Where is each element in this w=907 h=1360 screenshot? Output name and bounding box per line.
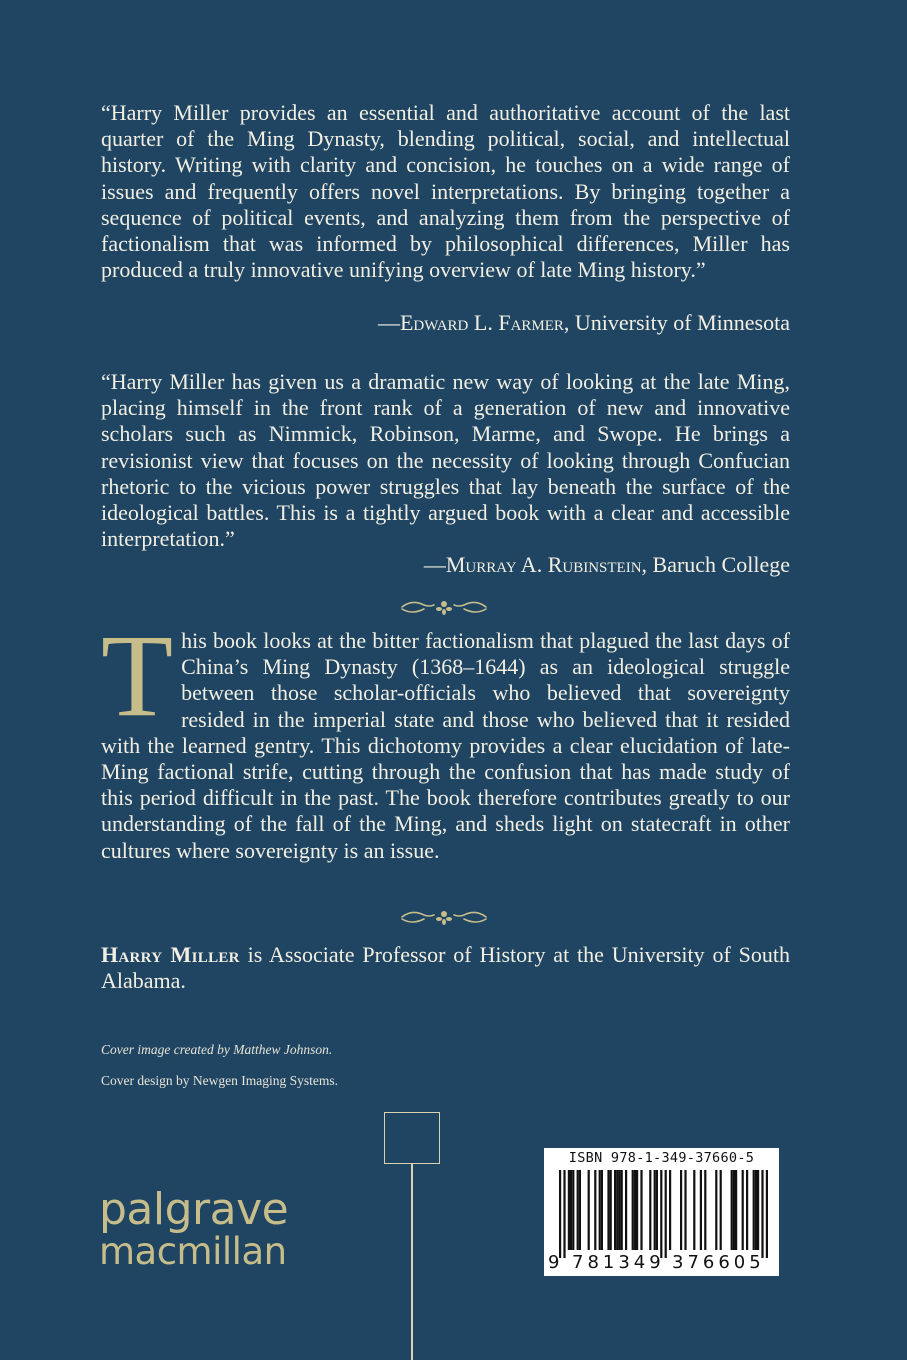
reviewer-affiliation-2: , Baruch College [641, 552, 790, 577]
barcode-bar [563, 1170, 565, 1258]
barcode-bar [572, 1170, 574, 1250]
barcode-bar [610, 1170, 612, 1250]
barcode-bar [577, 1170, 579, 1250]
barcode-bar [733, 1170, 735, 1250]
publisher-logo-macmillan: macmillan [99, 1230, 287, 1273]
review-attribution-2 [101, 552, 790, 578]
barcode-digits-left: 781349 [572, 1252, 665, 1273]
logo-frame-line [411, 1164, 413, 1360]
attribution-dash: — [423, 552, 446, 577]
barcode-bar [588, 1170, 590, 1250]
barcode-bar [735, 1170, 737, 1250]
barcode-bar [636, 1170, 638, 1250]
reviewer-name-2: Murray A. Rubinstein [445, 552, 642, 577]
barcode-bar [700, 1170, 702, 1250]
barcode-bar [654, 1170, 656, 1250]
barcode-bar [693, 1170, 695, 1250]
drop-cap: T [101, 610, 174, 741]
barcode-bar [614, 1170, 616, 1250]
book-description [101, 610, 790, 864]
barcode-bar [660, 1170, 662, 1258]
reviewer-name-1: Edward L. Farmer [399, 310, 564, 335]
barcode-digits-right: 376605 [672, 1252, 765, 1273]
fleuron-ornament-icon [398, 596, 490, 618]
barcode-bar [704, 1170, 706, 1250]
barcode-bar [559, 1170, 561, 1258]
fleuron-ornament-icon [398, 906, 490, 928]
cover-image-credit: Cover image created by Matthew Johnson. [101, 1042, 333, 1057]
attribution-dash: — [377, 310, 400, 335]
isbn-label: ISBN 978-1-349-37660-5 [568, 1150, 755, 1166]
barcode-bar [684, 1170, 686, 1250]
barcode-bar [753, 1170, 755, 1250]
review-attribution-1 [101, 310, 790, 336]
barcode-bar [616, 1170, 618, 1250]
barcode-digits [544, 1252, 779, 1274]
barcode-bar [579, 1170, 581, 1250]
reviewer-affiliation-1: , University of Minnesota [563, 310, 790, 335]
barcode-bar [649, 1170, 651, 1250]
author-bio-text: is Associate Professor of History at the University of South Alabama. [101, 942, 790, 994]
barcode-bar [720, 1170, 722, 1250]
logo-frame-box [384, 1112, 440, 1164]
barcode-bar [742, 1170, 744, 1250]
barcode-bar [746, 1170, 748, 1250]
cover-design-credit: Cover design by Newgen Imaging Systems. [101, 1073, 338, 1088]
isbn-barcode [544, 1148, 779, 1276]
barcode-bar [570, 1170, 572, 1250]
barcode-bar [607, 1170, 609, 1250]
barcode-bar [656, 1170, 658, 1250]
barcode-bar [755, 1170, 757, 1250]
author-bio [101, 942, 790, 994]
barcode-bar [640, 1170, 642, 1250]
barcode-bar [757, 1170, 759, 1250]
barcode-bar [761, 1170, 763, 1258]
barcode-bar [618, 1170, 620, 1250]
barcode-bar [632, 1170, 634, 1250]
barcode-bar [665, 1170, 667, 1258]
barcode-bar [568, 1170, 570, 1250]
barcode-bar [669, 1170, 671, 1250]
author-name: Harry Miller [101, 942, 240, 967]
review-quote-1: “Harry Miller provides an essential and authoritative account of the last quarter of the Ming Dynasty, blending political, social, and intellectual history. Writing with clarity and concision, he touches on a wide range of issues and frequently offers novel interpretations. By bringing together a sequence of political events, and analyzing them from the perspective of factionalism that was informed by philosophical differences, Miller has produced a truly innovative unifying overview of late Ming history.” [101, 100, 790, 283]
barcode-bar [601, 1170, 603, 1250]
description-text: his book looks at the bitter factionalism that plagued the last days of China’s Ming Dynasty (1368–1644) as an ideological struggle between those scholar-officials who believed that sovereignty resided in the imperial state and those who believed that it resided with the learned gentry. This dichotomy provides a clear elucidation of late-Ming factional strife, cutting through the confusion that has made study of this period difficult in the past. The book therefore contributes greatly to our understanding of the fall of the Ming, and sheds light on statecraft in other cultures where sovereignty is an issue. [101, 628, 790, 863]
barcode-bar [715, 1170, 717, 1250]
barcode-bar [634, 1170, 636, 1250]
barcode-bar [594, 1170, 596, 1250]
barcode-bar [621, 1170, 623, 1250]
barcode-bar [599, 1170, 601, 1250]
barcode-bar [731, 1170, 733, 1250]
barcode-bars [554, 1170, 772, 1258]
barcode-bar [625, 1170, 627, 1250]
barcode-digit-first: 9 [548, 1252, 560, 1273]
barcode-bar [766, 1170, 768, 1258]
publisher-logo-palgrave: palgrave [99, 1184, 289, 1235]
barcode-bar [680, 1170, 682, 1250]
review-quote-2: “Harry Miller has given us a dramatic new way of looking at the late Ming, placing himself in the front rank of a generation of new and innovative scholars such as Nimmick, Robinson, Marme, and Swope. He brings a revisionist view that focuses on the necessity of looking through Confucian rhetoric to the vicious power struggles that lay beneath the surface of the ideological battles. This is a tightly argued book with a clear and accessible interpretation.” [101, 369, 790, 552]
